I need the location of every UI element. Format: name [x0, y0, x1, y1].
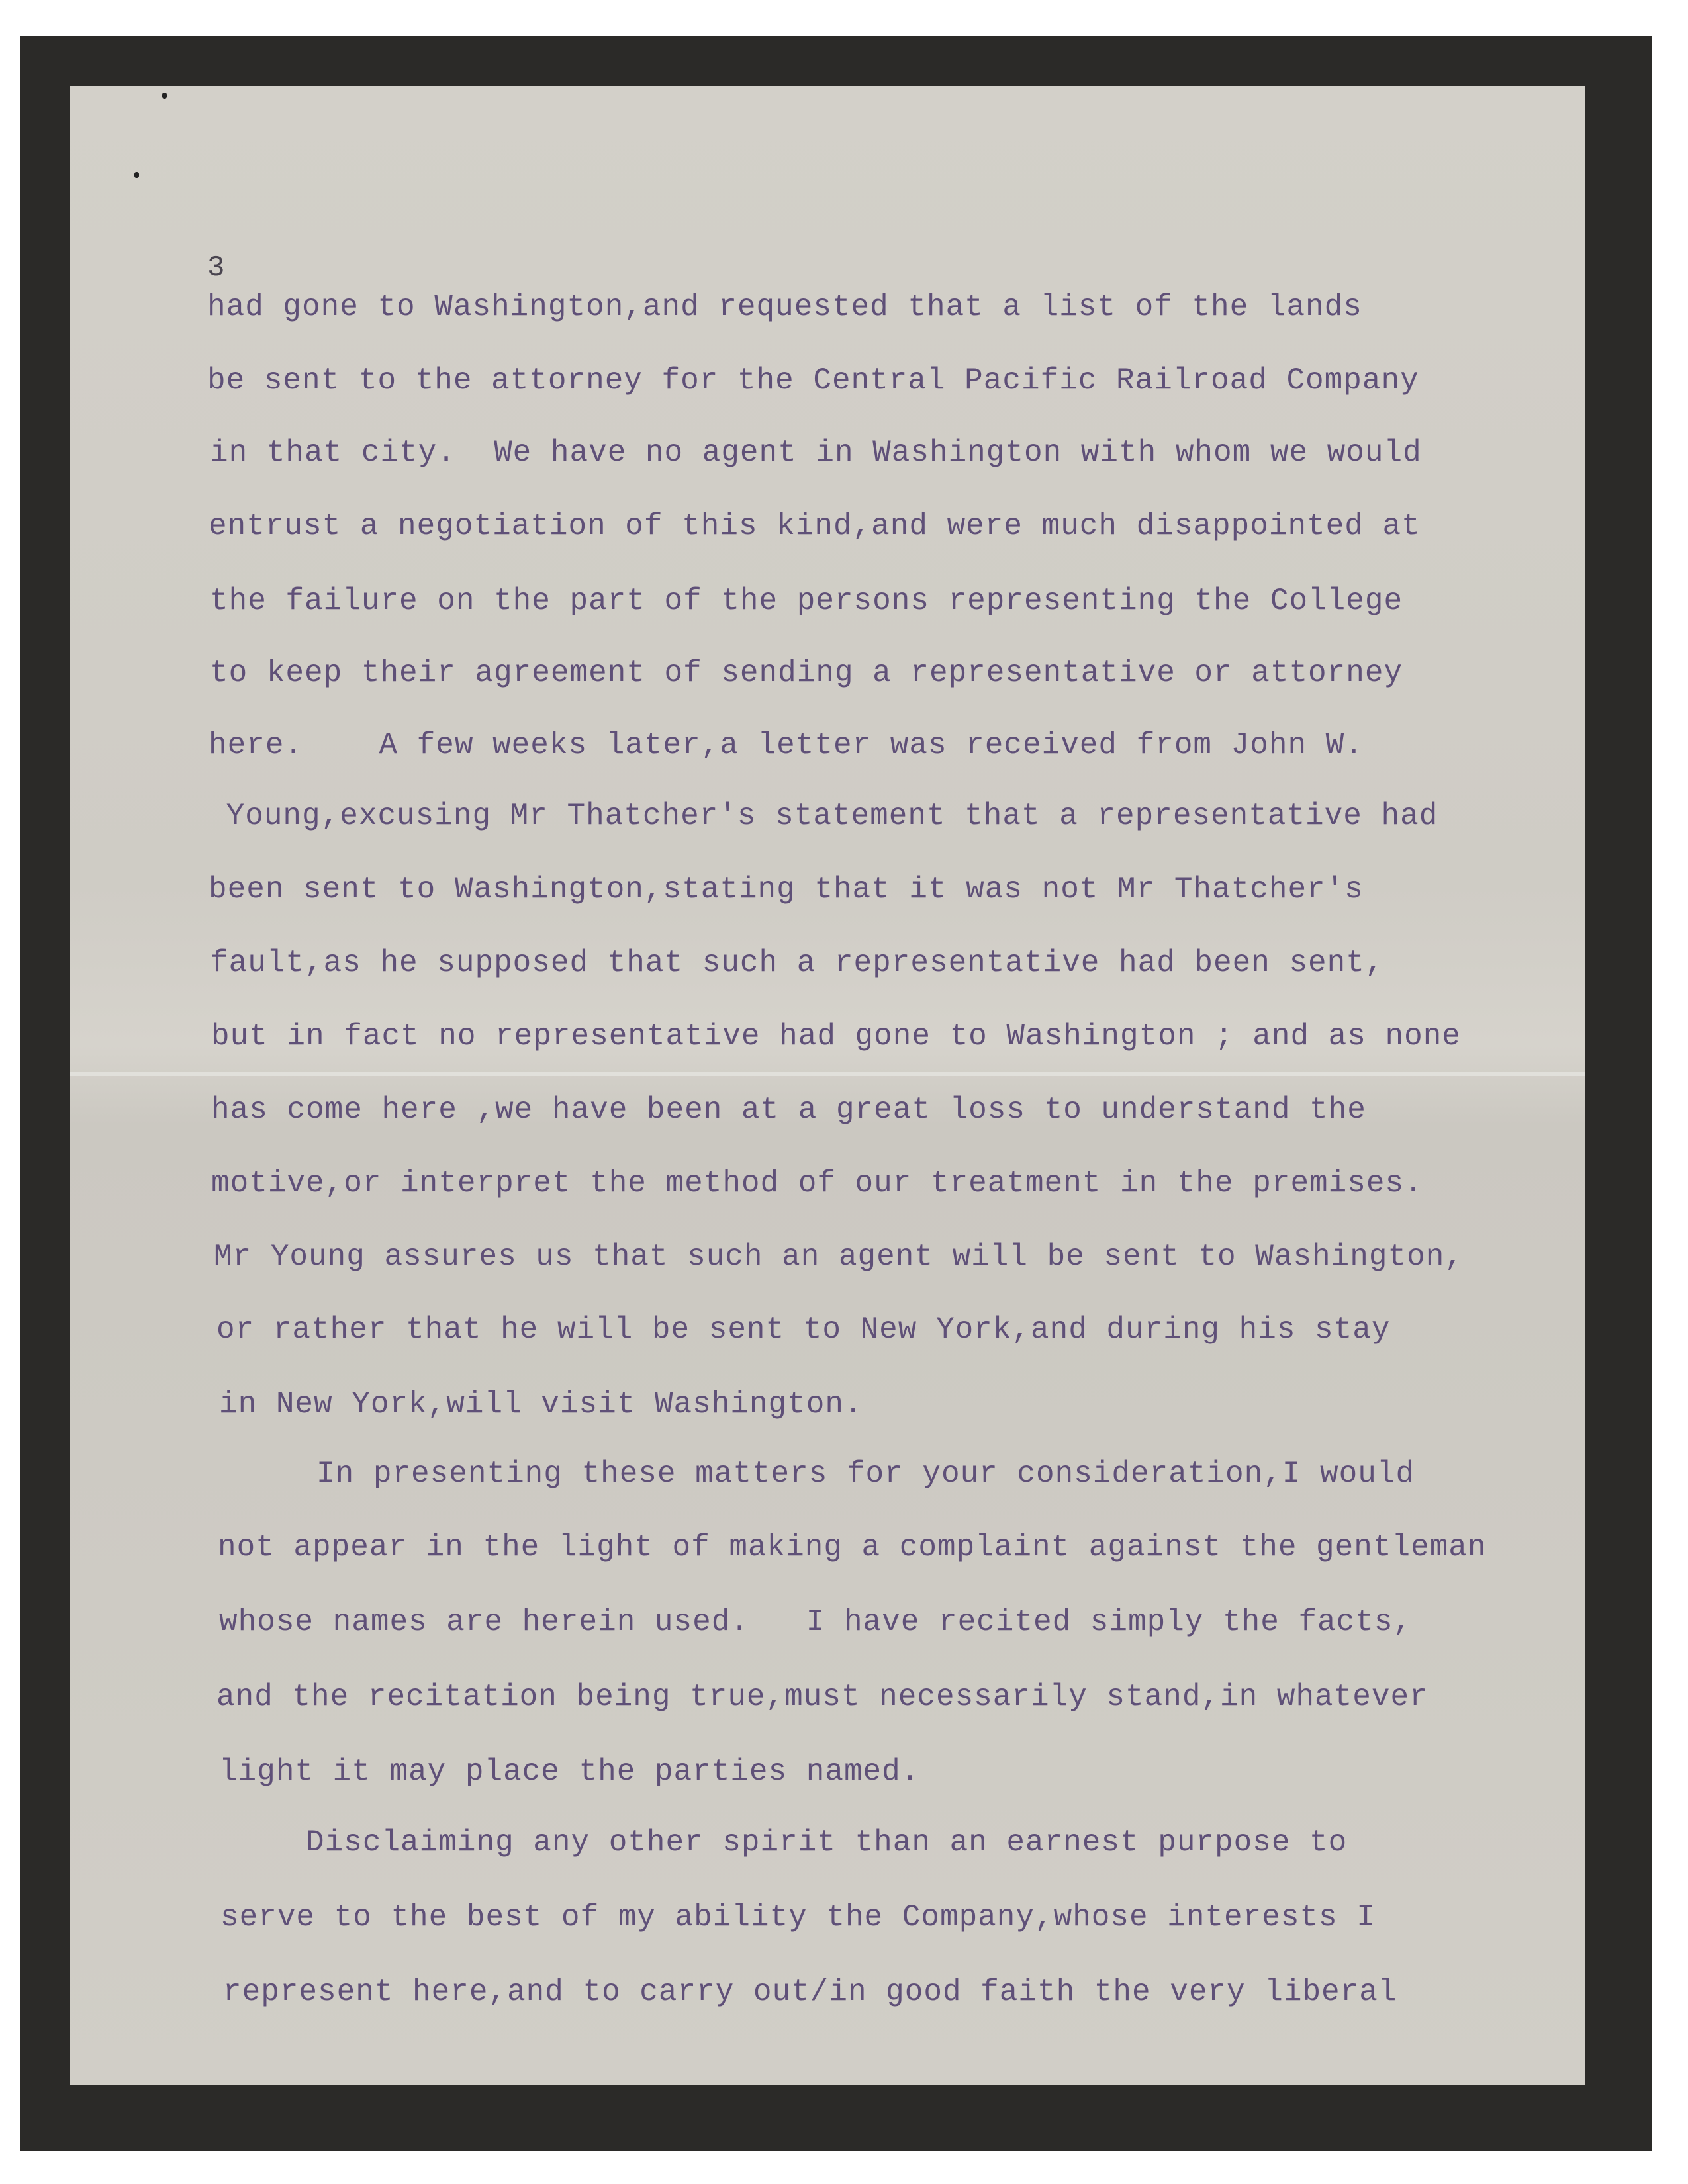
text-line: Mr Young assures us that such an agent will be sent to Washington,	[214, 1240, 1464, 1274]
text-line: light it may place the parties named.	[219, 1754, 920, 1789]
text-line: be sent to the attorney for the Central Pacific Railroad Company	[207, 363, 1419, 398]
text-line: has come here ,we have been at a great loss to understand the	[211, 1093, 1366, 1127]
text-line: whose names are herein used. I have recited simply the facts,	[219, 1605, 1413, 1639]
text-line: represent here,and to carry out/in good faith the very liberal	[223, 1975, 1397, 2009]
text-line: not appear in the light of making a complaint against the gentleman	[218, 1530, 1487, 1565]
punch-mark	[162, 93, 167, 99]
punch-mark	[134, 172, 139, 178]
text-line: Disclaiming any other spirit than an earnest purpose to	[211, 1825, 1348, 1860]
typed-letter-page	[70, 86, 1585, 2085]
page-number: 3	[207, 251, 225, 285]
text-line: the failure on the part of the persons representing the College	[210, 584, 1403, 618]
text-line: fault,as he supposed that such a representative had been sent,	[210, 946, 1384, 980]
text-line: had gone to Washington,and requested that a list of the lands	[207, 290, 1362, 324]
text-line: in that city. We have no agent in Washington with whom we would	[210, 435, 1422, 470]
text-line: serve to the best of my ability the Company,whose interests I	[220, 1900, 1376, 1934]
text-line: to keep their agreement of sending a representative or attorney	[210, 656, 1403, 690]
text-line: entrust a negotiation of this kind,and were much disappointed at	[209, 509, 1421, 543]
text-line: motive,or interpret the method of our treatment in the premises.	[211, 1166, 1423, 1201]
text-line: and the recitation being true,must necessarily stand,in whatever	[216, 1680, 1429, 1714]
text-line: in New York,will visit Washington.	[219, 1387, 863, 1422]
paper-fold	[70, 1072, 1585, 1076]
text-line: In presenting these matters for your consideration,I would	[222, 1457, 1415, 1491]
text-line: here. A few weeks later,a letter was received from John W.	[209, 728, 1364, 762]
text-line: Young,excusing Mr Thatcher's statement that a representative had	[207, 799, 1438, 833]
text-line: but in fact no representative had gone to Washington ; and as none	[211, 1019, 1461, 1054]
text-line: been sent to Washington,stating that it was not Mr Thatcher's	[209, 872, 1364, 907]
text-line: or rather that he will be sent to New York,and during his stay	[216, 1312, 1391, 1347]
